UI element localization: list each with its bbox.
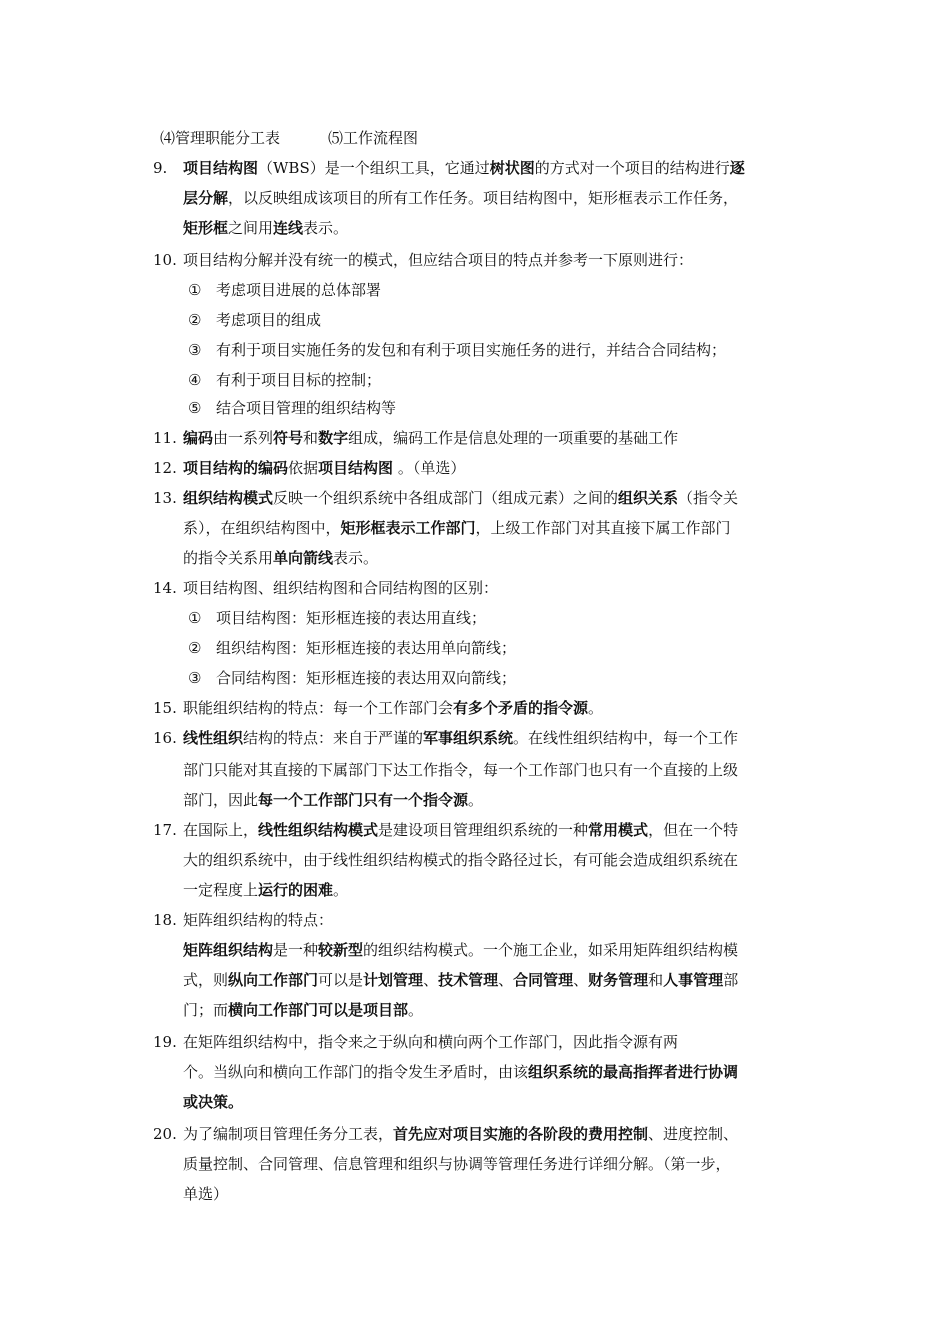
item-text [183,1092,243,1112]
item-number: 14. [153,579,177,597]
sub-item-text: 有利于项目实施任务的发包和有利于项目实施任务的进行，并结合合同结构； [216,341,727,359]
item-number: 13. [153,489,177,507]
bold-text-segment: 树状图 [489,159,535,177]
bold-text-segment: 军事组织系统 [423,729,514,747]
item-number: 9. [153,159,168,177]
text-segment: 的方式对一个项目的结构进行 [534,159,730,177]
bold-text-segment: 财务管理 [588,971,649,989]
text-segment: （指令关 [678,489,739,507]
item-number: 19. [153,1033,177,1051]
circled-number: ④ [188,371,202,389]
bold-text-segment: 连线 [273,219,304,237]
text-segment: 和 [303,429,319,447]
text-segment: 、 [573,971,589,989]
bold-text-segment: 编码 [183,429,214,447]
text-segment: 部 [723,971,739,989]
text-segment: 一定程度上 [183,881,259,899]
bold-text-segment: 项目结构图 [318,459,394,477]
text-segment: 结构的特点：来自于严谨的 [243,729,424,747]
text-segment: 是建设项目管理组织系统的一种 [378,821,589,839]
sub-item-text: 合同结构图：矩形框连接的表达用双向箭线； [216,669,517,687]
item-text [183,970,738,990]
bold-text-segment: 项目结构图 [183,159,259,177]
item-number: 12. [153,459,177,477]
tool-5-label: ⑸工作流程图 [328,129,419,147]
circled-number: ⑤ [188,399,202,417]
text-segment: 可以是 [318,971,364,989]
bold-text-segment: 组织关系 [618,489,679,507]
item-text [183,1154,731,1174]
text-segment: 个。当纵向和横向工作部门的指令发生矛盾时，由该 [183,1063,529,1081]
text-segment: 职能组织结构的特点：每一个工作部门会 [183,699,454,717]
bold-text-segment: 技术管理 [438,971,499,989]
text-segment: （WBS）是一个组织工具，它通过 [258,159,490,177]
tool-4-label: ⑷管理职能分工表 [160,129,281,147]
circled-number: ② [188,639,202,657]
bold-text-segment: 层分解 [183,189,229,207]
item-text [183,1124,738,1144]
sub-item-text: 有利于项目目标的控制； [216,371,382,389]
text-segment: 组成，编码工作是信息处理的一项重要的基础工作 [348,429,679,447]
item-text [183,820,738,840]
bold-text-segment: 或决策。 [183,1093,244,1111]
item-number: 18. [153,911,177,929]
text-segment: 门；而 [183,1001,229,1019]
bold-text-segment: 每一个工作部门只有一个指令源 [258,791,469,809]
item-number: 20. [153,1125,177,1143]
item-text [183,458,465,478]
item-number: 16. [153,729,177,747]
bold-text-segment: 符号 [273,429,304,447]
item-text [183,250,693,270]
text-segment: 。 [333,881,349,899]
text-segment: ，上级工作部门对其直接下属工作部门 [475,519,731,537]
item-number: 10. [153,251,177,269]
item-text [183,1184,228,1204]
text-segment: 表示。 [303,219,349,237]
item-text [183,518,731,538]
text-segment: 在矩阵组织结构中，指令来之于纵向和横向两个工作部门，因此指令源有两 [183,1033,679,1051]
item-text [183,910,333,930]
text-segment: 、 [498,971,514,989]
bold-text-segment: 矩阵组织结构 [183,941,274,959]
text-segment: 、 [423,971,439,989]
bold-text-segment: 单向箭线 [273,549,334,567]
text-segment: 。（单选） [393,459,466,477]
circled-number: ① [188,281,202,299]
text-segment: 大的组织系统中，由于线性组织结构模式的指令路径过长，有可能会造成组织系统在 [183,851,739,869]
text-segment: 。 [408,1001,424,1019]
sub-item-text: 组织结构图：矩形框连接的表达用单向箭线； [216,639,517,657]
bold-text-segment: 首先应对项目实施的各阶段的费用控制 [393,1125,649,1143]
bold-text-segment: 逐 [729,159,745,177]
text-segment: 项目结构图、组织结构图和合同结构图的区别： [183,579,499,597]
bold-text-segment: 组织结构模式 [183,489,274,507]
text-segment: 系），在组织结构图中， [183,519,341,537]
bold-text-segment: 有多个矛盾的指令源 [453,699,589,717]
text-segment: 部门只能对其直接的下属部门下达工作指令，每一个工作部门也只有一个直接的上级 [183,761,739,779]
circled-number: ③ [188,341,202,359]
text-segment: 式，则 [183,971,229,989]
text-segment: ，以反映组成该项目的所有工作任务。项目结构图中，矩形框表示工作任务， [228,189,739,207]
item-text [183,218,348,238]
text-segment: 。在线性组织结构中，每一个工作 [513,729,739,747]
item-number: 17. [153,821,177,839]
bold-text-segment: 矩形框表示工作部门 [340,519,476,537]
text-segment: 之间用 [228,219,274,237]
text-segment: 、进度控制、 [648,1125,739,1143]
text-segment: 为了编制项目管理任务分工表， [183,1125,394,1143]
item-text [183,548,378,568]
circled-number: ① [188,609,202,627]
item-text [183,188,738,208]
bold-text-segment: 矩形框 [183,219,229,237]
text-segment: 由一系列 [213,429,274,447]
item-text [183,1062,738,1082]
text-segment: 部门，因此 [183,791,259,809]
item-text [183,488,738,508]
bold-text-segment: 数字 [318,429,349,447]
text-segment: 矩阵组织结构的特点： [183,911,334,929]
text-segment: 依据 [288,459,319,477]
text-segment: 质量控制、合同管理、信息管理和组织与协调等管理任务进行详细分解。（第一步， [183,1155,731,1173]
circled-number: ③ [188,669,202,687]
bold-text-segment: 项目结构的编码 [183,459,289,477]
bold-text-segment: 横向工作部门可以是项目部 [228,1001,409,1019]
text-segment: 项目结构分解并没有统一的模式，但应结合项目的特点并参考一下原则进行： [183,251,694,269]
text-segment: 单选） [183,1185,229,1203]
item-text [183,1032,678,1052]
bold-text-segment: 计划管理 [363,971,424,989]
bold-text-segment: 线性组织 [183,729,244,747]
item-text [183,850,738,870]
text-segment: 是一种 [273,941,319,959]
item-text [183,760,738,780]
text-segment: 和 [648,971,664,989]
bold-text-segment: 线性组织结构模式 [258,821,379,839]
item-text [183,698,603,718]
circled-number: ② [188,311,202,329]
bold-text-segment: 较新型 [318,941,364,959]
bold-text-segment: 组织系统的最高指挥者进行协调 [528,1063,739,1081]
item-text [183,1000,423,1020]
item-text [183,158,745,178]
item-text [183,428,678,448]
item-text [183,790,483,810]
bold-text-segment: 人事管理 [663,971,724,989]
text-segment: 。 [588,699,604,717]
bold-text-segment: 常用模式 [588,821,649,839]
item-text [183,880,348,900]
bold-text-segment: 纵向工作部门 [228,971,319,989]
item-text [183,578,498,598]
sub-item-text: 考虑项目进展的总体部署 [216,281,382,299]
text-segment: 的组织结构模式。一个施工企业，如采用矩阵组织结构模 [363,941,739,959]
sub-item-text: 项目结构图：矩形框连接的表达用直线； [216,609,487,627]
text-segment: ，但在一个特 [648,821,739,839]
sub-item-text: 结合项目管理的组织结构等 [216,399,397,417]
item-text [183,940,738,960]
text-segment: 在国际上， [183,821,259,839]
item-text [183,728,738,748]
text-segment: 的指令关系用 [183,549,274,567]
sub-item-text: 考虑项目的组成 [216,311,322,329]
text-segment: 。 [468,791,484,809]
bold-text-segment: 合同管理 [513,971,574,989]
item-number: 11. [153,429,177,447]
text-segment: 反映一个组织系统中各组成部门（组成元素）之间的 [273,489,619,507]
bold-text-segment: 运行的困难 [258,881,334,899]
text-segment: 表示。 [333,549,379,567]
item-number: 15. [153,699,177,717]
